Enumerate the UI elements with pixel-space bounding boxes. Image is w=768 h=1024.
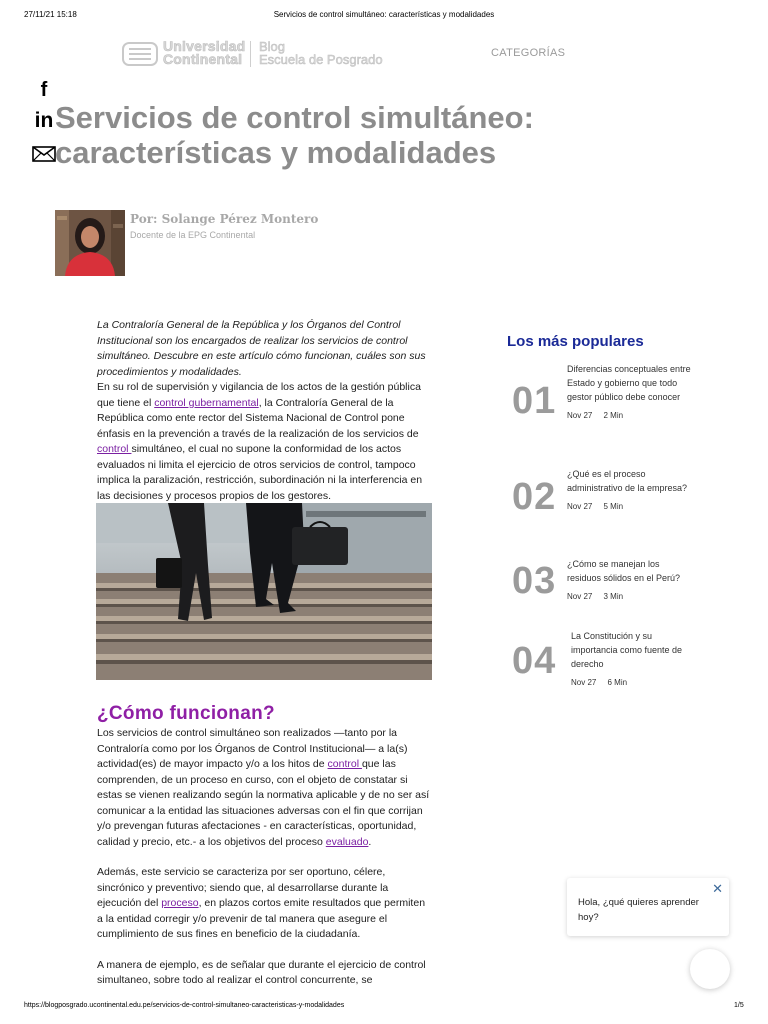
popular-number-1: 01 [512,380,557,422]
popular-item-2-date: Nov 27 [567,502,593,511]
popular-item-1-meta [567,409,695,423]
blog-logo-text[interactable] [259,40,383,66]
p2-text-a: Los servicios de control simultáneo son realizados —tanto por la Contraloría como por los Órganos de Control Institucional— a la(s) actividad(es) de mayor impacto y/o a los hitos de [97,727,408,770]
popular-item-1-date: Nov 27 [567,411,593,420]
university-logo-text[interactable] [163,40,245,66]
popular-item-4[interactable] [571,629,699,690]
popular-item-2[interactable] [567,467,695,514]
popular-item-4-meta [571,676,699,690]
p3-text-b: , en plazos cortos emite resultados que permiten a la entidad corregir y/o prevenir de tal manera que asegure el cumplimiento de sus fines en beneficio de la ciudadanía. [97,897,426,940]
popular-number-4: 04 [512,640,557,682]
p3-text-a: Además, este servicio se caracteriza por ser oportuno, célere, sincrónico y preventivo; siendo que, al desarrollarse durante la ejecución del [97,866,389,909]
blog-line-1: Blog [259,39,286,54]
link-control-gubernamental[interactable]: control gubernamental [154,396,259,409]
popular-item-3[interactable] [567,557,695,604]
p1-text-a: En su rol de supervisión y vigilancia de los actos de la gestión pública que tiene el [97,381,421,409]
popular-item-4-date: Nov 27 [571,678,597,687]
blog-line-2: Escuela de Posgrado [259,52,383,67]
chat-popup[interactable] [567,878,729,936]
article-title: Servicios de control simultáneo: características y modalidades [55,100,534,170]
print-page-number: 1/5 [734,1002,744,1009]
popular-item-3-time: 3 Min [603,592,624,601]
article-paragraph-2 [97,726,432,850]
popular-item-2-time: 5 Min [603,502,624,511]
popular-item-3-meta [567,590,695,604]
link-evaluado[interactable]: evaluado [325,835,369,848]
popular-title: Los más populares [507,333,644,350]
article-paragraph-1 [97,380,432,504]
author-photo [55,210,125,276]
link-control-2[interactable]: control [327,758,362,770]
email-share-icon[interactable] [32,146,56,162]
print-datetime: 27/11/21 15:18 [24,10,77,19]
p1-text-c: simultáneo, el cual no supone la conformidad de los actos evaluados ni limita el ejercicio de otros servicios de control, tampoco implica la paralización, restricción, subordinación ni la interferencia en las decisiones y procesos propios de los gestores. [97,443,423,502]
article-body-2 [97,726,432,989]
popular-item-2-meta [567,500,695,514]
paragraph-spacer [97,943,432,958]
paragraph-spacer [97,850,432,865]
link-proceso[interactable]: proceso [161,897,199,909]
article-intro-block [97,318,432,504]
popular-item-4-title: La Constitución y su importancia como fuente de derecho [571,631,683,669]
chat-launcher-button[interactable] [690,949,730,989]
p2-text-b: que las comprenden, de un proceso en curso, con el objeto de constatar si estas se vienen realizando según la normativa aplicable y de no ser así comunicar a la entidad las situaciones adversas con el fin que corrijan y/o prevengan futuras afectaciones - en características, oportunidad, calidad y precio, etc.- a los objetivos del proceso [97,758,430,848]
link-control[interactable]: control [97,443,132,455]
linkedin-share-icon[interactable]: in [34,109,54,132]
popular-number-2: 02 [512,476,557,518]
popular-item-1-title: Diferencias conceptuales entre Estado y gobierno que todo gestor público debe conocer [567,364,691,402]
university-logo-icon[interactable] [122,41,158,67]
chat-close-icon[interactable]: ✕ [712,881,723,896]
nav-categorias[interactable]: CATEGORÍAS [491,47,566,59]
popular-item-1-time: 2 Min [603,411,624,420]
article-paragraph-3 [97,865,432,943]
popular-item-3-title: ¿Cómo se manejan los residuos sólidos en el Perú? [567,559,681,583]
popular-item-1[interactable] [567,362,695,423]
popular-item-4-time: 6 Min [607,678,628,687]
article-paragraph-4: A manera de ejemplo, es de señalar que durante el ejercicio de control simultaneo, sobre todo al realizar el control concurrente, se [97,958,426,986]
facebook-share-icon[interactable]: f [40,79,48,101]
author-name[interactable]: Por: Solange Pérez Montero [130,212,319,226]
popular-item-3-date: Nov 27 [567,592,593,601]
p2-text-c: . [368,835,372,848]
logo-line-1: Universidad [163,38,246,54]
article-intro: La Contraloría General de la República y los Órganos del Control Institucional son los encargados de realizar los servicios de control simultáneo. Descubre en este artículo cómo funcionan, cuáles son sus procedimientos y modalidades. [97,319,426,378]
p1-text-b: , la Contraloría General de la República como ente rector del Sistema Nacional de Control pone énfasis en la prevención a través de la realización de los servicios de [97,396,419,440]
popular-number-3: 03 [512,560,557,602]
chat-message: Hola, ¿qué quieres aprender hoy? [578,897,699,923]
popular-item-2-title: ¿Qué es el proceso administrativo de la empresa? [567,469,688,493]
print-doc-title: Servicios de control simultáneo: características y modalidades [273,10,495,19]
article-image-stairs [96,503,432,680]
section-heading-como-funcionan: ¿Cómo funcionan? [97,703,275,724]
author-role: Docente de la EPG Continental [130,230,256,240]
print-url: https://blogposgrado.ucontinental.edu.pe/servicios-de-control-simultaneo-caracteristicas-y-modalidades [24,1002,345,1009]
logo-divider [250,41,251,67]
logo-line-2: Continental [163,51,243,67]
